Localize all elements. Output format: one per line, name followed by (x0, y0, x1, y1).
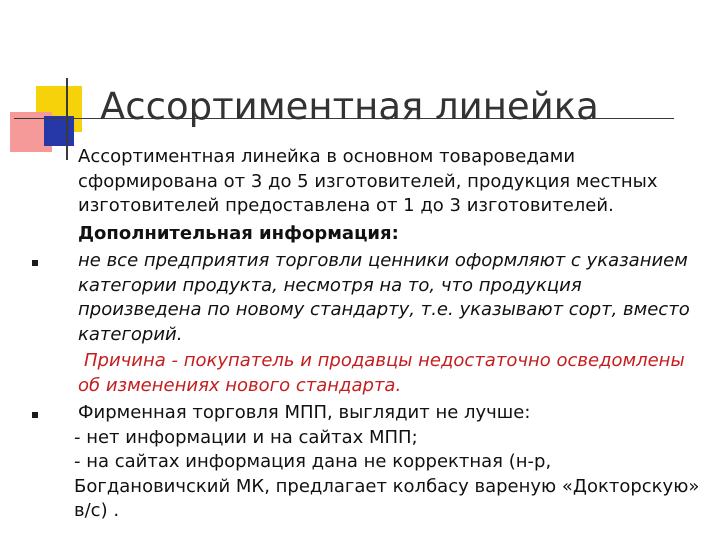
line-no-info: - нет информации и на сайтах МПП; (74, 426, 418, 448)
reason-paragraph: Причина - покупатель и продавцы недостаточно осведомлены об изменениях нового стандарта. (78, 350, 685, 396)
intro-paragraph: Ассортиментная линейка в основном товароведами сформирована от 3 до 5 изготовителей, продукция местных изготовителей предоставлена от 1 до 3 изготовителей. (78, 146, 658, 216)
slide-title: Ассортиментная линейка (100, 85, 599, 128)
decor-vertical-line (66, 78, 68, 160)
extra-info-heading: Дополнительная информация: (78, 222, 399, 244)
bullet-item-mpp (78, 401, 703, 426)
bullet-item-labels (78, 249, 703, 347)
bullet-text-mpp: Фирменная торговля МПП, выглядит не лучше: (78, 402, 531, 423)
bullet-marker (32, 260, 38, 266)
line-incorrect-info: - на сайтах информация дана не корректная (н-р, Богдановичский МК, предлагает колбасу вареную «Докторскую» в/с) . (74, 451, 700, 521)
decor-blue-square (44, 116, 74, 146)
bullet-marker (32, 412, 38, 418)
slide-body (74, 145, 703, 524)
bullet-text-labels: не все предприятия торговли ценники оформляют с указанием категории продукта, несмотря на то, что продукция произведена по новому стандарту, т.е. указывают сорт, вместо категорий. (78, 250, 690, 345)
